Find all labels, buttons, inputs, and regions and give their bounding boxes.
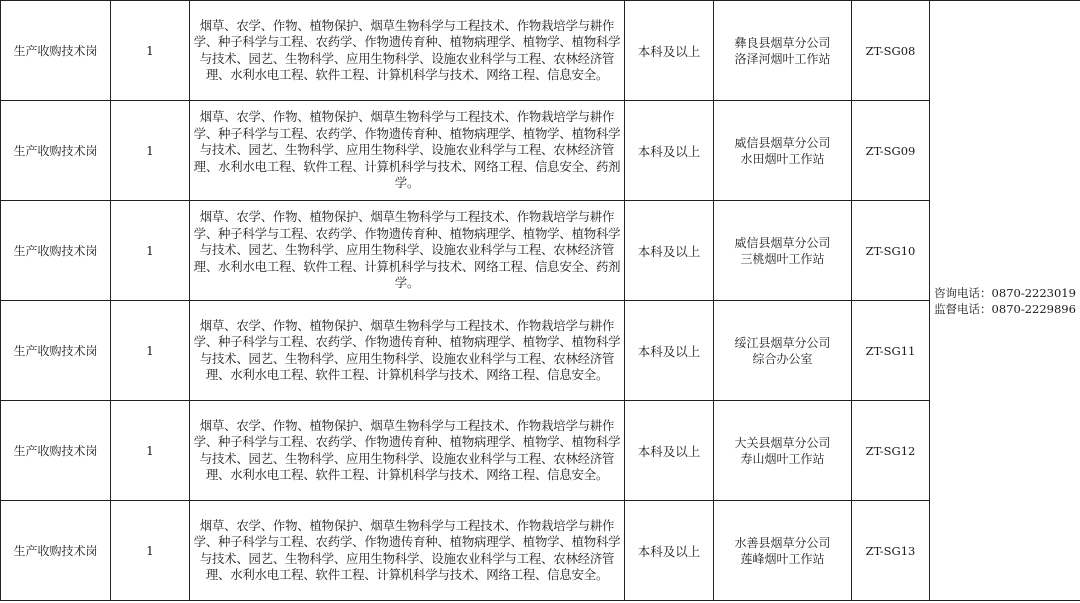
post-name: 生产收购技术岗 (13, 144, 98, 158)
table-row (1, 201, 1080, 301)
unit-station: 三桃烟叶工作站 (740, 251, 825, 266)
education-cell (625, 101, 714, 201)
contact-cell (930, 1, 1080, 601)
headcount: 1 (146, 343, 154, 358)
post-name: 生产收购技术岗 (13, 444, 98, 458)
position-code-cell (852, 101, 930, 201)
headcount: 1 (146, 43, 154, 58)
headcount-cell (111, 401, 190, 501)
education-cell (625, 1, 714, 101)
headcount-cell (111, 301, 190, 401)
post-name-cell (1, 201, 111, 301)
post-name-cell (1, 401, 111, 501)
headcount-cell (111, 1, 190, 101)
unit-company: 威信县烟草分公司 (734, 235, 831, 250)
education-cell (625, 301, 714, 401)
post-name: 生产收购技术岗 (13, 244, 98, 258)
supervise-phone: 监督电话：0870-2229896 (934, 301, 1076, 316)
position-code: ZT-SG09 (865, 143, 916, 158)
position-code: ZT-SG11 (865, 343, 916, 358)
position-code: ZT-SG10 (865, 243, 916, 258)
headcount: 1 (146, 443, 154, 458)
unit-station: 洛泽河烟叶工作站 (734, 51, 831, 66)
unit-station: 莲峰烟叶工作站 (740, 551, 825, 566)
majors-text: 烟草、农学、作物、植物保护、烟草生物科学与工程技术、作物栽培学与耕作学、种子科学与工程、农药学、作物遗传育种、植物病理学、植物学、植物科学与技术、园艺、生物科学、应用生物科学、设施农业科学与工程、农林经济管理、水利水电工程、软件工程、计算机科学与技术、网络工程、信息安全。 (193, 517, 621, 582)
unit-station: 水田烟叶工作站 (740, 151, 825, 166)
position-code: ZT-SG08 (865, 43, 916, 58)
majors-cell (190, 301, 625, 401)
unit-station: 综合办公室 (752, 351, 813, 366)
post-name-cell (1, 501, 111, 601)
position-code-cell (852, 301, 930, 401)
majors-text: 烟草、农学、作物、植物保护、烟草生物科学与工程技术、作物栽培学与耕作学、种子科学与工程、农药学、作物遗传育种、植物病理学、植物学、植物科学与技术、园艺、生物科学、应用生物科学、设施农业科学与工程、农林经济管理、水利水电工程、软件工程、计算机科学与技术、网络工程、信息安全、药剂学。 (193, 109, 621, 191)
majors-text: 烟草、农学、作物、植物保护、烟草生物科学与工程技术、作物栽培学与耕作学、种子科学与工程、农药学、作物遗传育种、植物病理学、植物学、植物科学与技术、园艺、生物科学、应用生物科学、设施农业科学与工程、农林经济管理、水利水电工程、软件工程、计算机科学与技术、网络工程、信息安全、药剂学。 (193, 209, 621, 291)
education-requirement: 本科及以上 (637, 543, 701, 559)
education-requirement: 本科及以上 (637, 243, 701, 259)
table-row (1, 301, 1080, 401)
post-name-cell (1, 101, 111, 201)
education-requirement: 本科及以上 (637, 343, 701, 359)
unit-cell (714, 501, 852, 601)
majors-cell (190, 401, 625, 501)
majors-text: 烟草、农学、作物、植物保护、烟草生物科学与工程技术、作物栽培学与耕作学、种子科学与工程、农药学、作物遗传育种、植物病理学、植物学、植物科学与技术、园艺、生物科学、应用生物科学、设施农业科学与工程、农林经济管理、水利水电工程、软件工程、计算机科学与技术、网络工程、信息安全。 (193, 17, 621, 82)
majors-cell (190, 101, 625, 201)
unit-cell (714, 201, 852, 301)
education-requirement: 本科及以上 (637, 443, 701, 459)
education-cell (625, 401, 714, 501)
unit-station: 寿山烟叶工作站 (740, 451, 825, 466)
headcount-cell (111, 101, 190, 201)
position-code: ZT-SG12 (865, 443, 916, 458)
headcount: 1 (146, 243, 154, 258)
majors-text: 烟草、农学、作物、植物保护、烟草生物科学与工程技术、作物栽培学与耕作学、种子科学与工程、农药学、作物遗传育种、植物病理学、植物学、植物科学与技术、园艺、生物科学、应用生物科学、设施农业科学与工程、农林经济管理、水利水电工程、软件工程、计算机科学与技术、网络工程、信息安全。 (193, 317, 621, 382)
headcount: 1 (146, 543, 154, 558)
unit-cell (714, 401, 852, 501)
table-row (1, 501, 1080, 601)
post-name-cell (1, 301, 111, 401)
headcount-cell (111, 201, 190, 301)
post-name: 生产收购技术岗 (13, 344, 98, 358)
table-row (1, 401, 1080, 501)
position-code-cell (852, 201, 930, 301)
position-code-cell (852, 401, 930, 501)
post-name: 生产收购技术岗 (13, 544, 98, 558)
unit-company: 大关县烟草分公司 (734, 435, 831, 450)
unit-cell (714, 101, 852, 201)
position-code-cell (852, 1, 930, 101)
headcount-cell (111, 501, 190, 601)
table-row (1, 1, 1080, 101)
unit-company: 绥江县烟草分公司 (734, 335, 831, 350)
education-requirement: 本科及以上 (637, 43, 701, 59)
unit-company: 威信县烟草分公司 (734, 135, 831, 150)
education-cell (625, 501, 714, 601)
table-row (1, 101, 1080, 201)
post-name: 生产收购技术岗 (13, 44, 98, 58)
post-name-cell (1, 1, 111, 101)
majors-cell (190, 1, 625, 101)
consult-phone: 咨询电话：0870-2223019 (934, 285, 1076, 300)
unit-cell (714, 301, 852, 401)
position-code-cell (852, 501, 930, 601)
position-code: ZT-SG13 (865, 543, 916, 558)
majors-text: 烟草、农学、作物、植物保护、烟草生物科学与工程技术、作物栽培学与耕作学、种子科学与工程、农药学、作物遗传育种、植物病理学、植物学、植物科学与技术、园艺、生物科学、应用生物科学、设施农业科学与工程、农林经济管理、水利水电工程、软件工程、计算机科学与技术、网络工程、信息安全。 (193, 417, 621, 482)
education-cell (625, 201, 714, 301)
headcount: 1 (146, 143, 154, 158)
majors-cell (190, 201, 625, 301)
majors-cell (190, 501, 625, 601)
unit-company: 彝良县烟草分公司 (734, 35, 831, 50)
unit-cell (714, 1, 852, 101)
unit-company: 水善县烟草分公司 (734, 535, 831, 550)
education-requirement: 本科及以上 (637, 143, 701, 159)
